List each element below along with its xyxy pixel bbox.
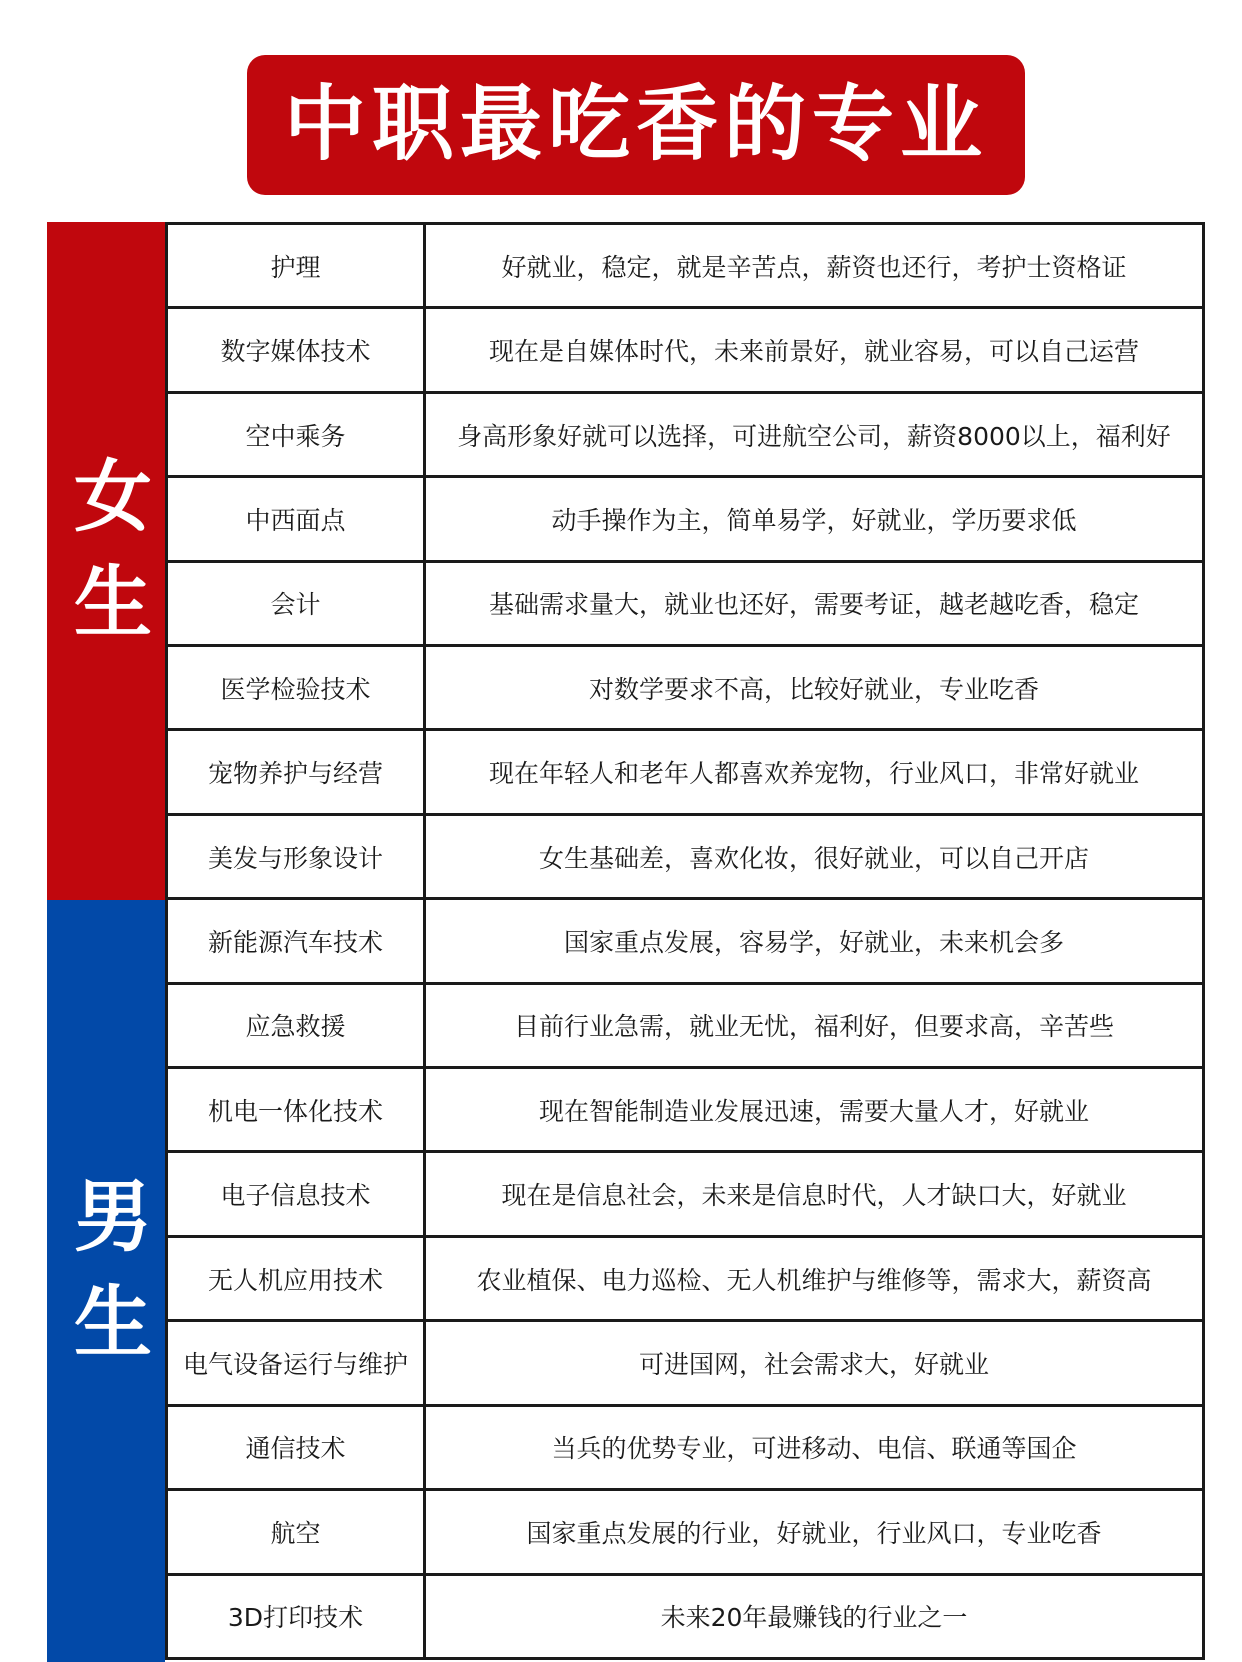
major-description: 可进国网，社会需求大，好就业 (638, 1349, 989, 1379)
major-description: 现在是信息社会，未来是信息时代，人才缺口大，好就业 (501, 1181, 1127, 1211)
major-description: 国家重点发展，容易学，好就业，未来机会多 (563, 927, 1064, 957)
major-description: 当兵的优势专业，可进移动、电信、联通等国企 (551, 1434, 1077, 1464)
major-description: 好就业，稳定，就是辛苦点，薪资也还行，考护士资格证 (501, 252, 1127, 282)
major-description: 未来20年最赚钱的行业之一 (660, 1603, 968, 1633)
table-row (168, 1407, 1202, 1491)
major-description: 农业植保、电力巡检、无人机维护与维修等，需求大，薪资高 (476, 1265, 1152, 1295)
table-row (168, 1322, 1202, 1406)
major-name: 新能源汽车技术 (168, 900, 426, 981)
major-name: 无人机应用技术 (168, 1238, 426, 1319)
table-row (168, 816, 1202, 900)
major-name: 应急救援 (168, 985, 426, 1066)
table-row (168, 309, 1202, 393)
major-description: 基础需求量大，就业也还好，需要考证，越老越吃香，稳定 (488, 590, 1139, 620)
major-description: 现在是自媒体时代，未来前景好，就业容易，可以自己运营 (488, 337, 1139, 367)
major-description: 女生基础差，喜欢化妆，很好就业，可以自己开店 (538, 843, 1089, 873)
table-row (168, 478, 1202, 562)
table-row (168, 1491, 1202, 1575)
majors-table (165, 222, 1205, 1660)
table-row (168, 1238, 1202, 1322)
major-name: 美发与形象设计 (168, 816, 426, 897)
major-description: 身高形象好就可以选择，可进航空公司，薪资8000以上，福利好 (457, 421, 1171, 451)
major-name: 电气设备运行与维护 (168, 1322, 426, 1403)
major-description: 国家重点发展的行业，好就业，行业风口，专业吃香 (526, 1518, 1102, 1548)
section-label-girls (47, 222, 165, 900)
table-row (168, 225, 1202, 309)
table-row (168, 1576, 1202, 1657)
table-row (168, 1153, 1202, 1237)
section-label-boys (47, 900, 165, 1662)
major-name: 3D打印技术 (168, 1576, 426, 1657)
major-name: 航空 (168, 1491, 426, 1572)
table-row (168, 900, 1202, 984)
section-label-girls-text: 女生 (61, 455, 151, 667)
major-name: 机电一体化技术 (168, 1069, 426, 1150)
major-description: 现在年轻人和老年人都喜欢养宠物，行业风口，非常好就业 (488, 759, 1139, 789)
major-name: 通信技术 (168, 1407, 426, 1488)
page-title: 中职最吃香的专业 (283, 77, 988, 172)
table-row (168, 731, 1202, 815)
major-name: 电子信息技术 (168, 1153, 426, 1234)
table-row (168, 563, 1202, 647)
major-description: 对数学要求不高，比较好就业，专业吃香 (588, 674, 1039, 704)
major-name: 宠物养护与经营 (168, 731, 426, 812)
major-description: 现在智能制造业发展迅速，需要大量人才，好就业 (538, 1096, 1089, 1126)
major-name: 中西面点 (168, 478, 426, 559)
table-row (168, 647, 1202, 731)
major-name: 会计 (168, 563, 426, 644)
table-row (168, 985, 1202, 1069)
major-description: 目前行业急需，就业无忧，福利好，但要求高，辛苦些 (513, 1012, 1114, 1042)
major-description: 动手操作为主，简单易学，好就业，学历要求低 (551, 505, 1077, 535)
major-name: 医学检验技术 (168, 647, 426, 728)
section-label-boys-text: 男生 (61, 1175, 151, 1387)
major-name: 数字媒体技术 (168, 309, 426, 390)
major-name: 护理 (168, 225, 426, 306)
major-name: 空中乘务 (168, 394, 426, 475)
table-row (168, 394, 1202, 478)
table-row (168, 1069, 1202, 1153)
title-banner (247, 55, 1025, 195)
